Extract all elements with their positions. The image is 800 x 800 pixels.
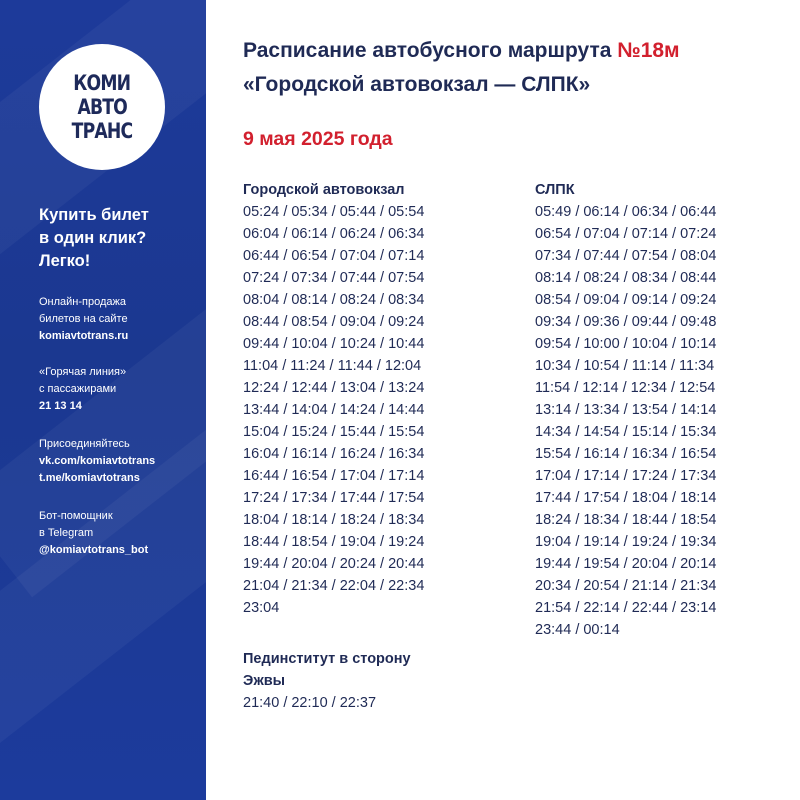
time-rows <box>243 692 463 714</box>
time-row: 17:04 / 17:14 / 17:24 / 17:34 <box>535 468 717 484</box>
title-line-1 <box>243 34 680 68</box>
title-prefix: Расписание автобусного маршрута <box>243 39 618 62</box>
time-row: 10:34 / 10:54 / 11:14 / 11:34 <box>535 358 715 374</box>
logo-line: КОМИ <box>73 71 131 95</box>
time-row: 21:04 / 21:34 / 22:04 / 22:34 <box>243 578 425 594</box>
schedule-date: 9 мая 2025 года <box>243 128 393 150</box>
time-row: 08:14 / 08:24 / 08:34 / 08:44 <box>535 270 717 286</box>
info-line: Бот-помощник <box>39 510 113 522</box>
time-row: 09:54 / 10:00 / 10:04 / 10:14 <box>535 336 717 352</box>
bot-info <box>39 508 204 559</box>
time-row: 05:49 / 06:14 / 06:34 / 06:44 <box>535 204 717 220</box>
time-row: 19:44 / 20:04 / 20:24 / 20:44 <box>243 556 425 572</box>
time-row: 18:24 / 18:34 / 18:44 / 18:54 <box>535 512 717 528</box>
time-row: 13:44 / 14:04 / 14:24 / 14:44 <box>243 402 425 418</box>
title-line-2: «Городской автовокзал — СЛПК» <box>243 73 591 96</box>
time-row: 21:54 / 22:14 / 22:44 / 23:14 <box>535 600 717 616</box>
time-row: 09:34 / 09:36 / 09:44 / 09:48 <box>535 314 717 330</box>
time-row: 08:04 / 08:14 / 08:24 / 08:34 <box>243 292 425 308</box>
info-line: с пассажирами <box>39 383 117 395</box>
time-rows <box>535 201 785 641</box>
info-line: билетов на сайте <box>39 313 128 325</box>
time-row: 12:24 / 12:44 / 13:04 / 13:24 <box>243 380 425 396</box>
time-row: 15:04 / 15:24 / 15:44 / 15:54 <box>243 424 425 440</box>
time-row: 13:14 / 13:34 / 13:54 / 14:14 <box>535 402 717 418</box>
online-sales-info <box>39 294 204 345</box>
promo-line: в один клик? <box>39 229 147 247</box>
schedule-column-city-bus-station <box>243 179 483 619</box>
time-row: 18:04 / 18:14 / 18:24 / 18:34 <box>243 512 425 528</box>
time-row: 07:34 / 07:44 / 07:54 / 08:04 <box>535 248 717 264</box>
social-info <box>39 436 204 487</box>
sidebar <box>0 0 206 800</box>
time-row: 09:44 / 10:04 / 10:24 / 10:44 <box>243 336 425 352</box>
hotline-info <box>39 364 204 415</box>
time-row: 14:34 / 14:54 / 15:14 / 15:34 <box>535 424 717 440</box>
time-row: 05:24 / 05:34 / 05:44 / 05:54 <box>243 204 425 220</box>
time-row: 11:54 / 12:14 / 12:34 / 12:54 <box>535 380 716 396</box>
schedule-column-pedinstitut <box>243 648 463 714</box>
hotline-phone[interactable]: 21 13 14 <box>39 400 82 412</box>
schedule-column-slpk <box>535 179 785 641</box>
time-row: 06:44 / 06:54 / 07:04 / 07:14 <box>243 248 425 264</box>
website-link[interactable]: komiavtotrans.ru <box>39 330 129 342</box>
time-row: 16:04 / 16:14 / 16:24 / 16:34 <box>243 446 425 462</box>
komiavtotrans-logo <box>39 44 165 170</box>
column-heading: Городской автовокзал <box>243 182 405 198</box>
column-heading-line: Эжвы <box>243 673 286 689</box>
time-row: 08:54 / 09:04 / 09:14 / 09:24 <box>535 292 717 308</box>
time-row: 16:44 / 16:54 / 17:04 / 17:14 <box>243 468 425 484</box>
column-heading-line: Пединститут в сторону <box>243 651 411 667</box>
time-row: 06:54 / 07:04 / 07:14 / 07:24 <box>535 226 717 242</box>
time-row: 15:54 / 16:14 / 16:34 / 16:54 <box>535 446 717 462</box>
time-row: 07:24 / 07:34 / 07:44 / 07:54 <box>243 270 425 286</box>
telegram-bot-link[interactable]: @komiavtotrans_bot <box>39 544 149 556</box>
time-row: 11:04 / 11:24 / 11:44 / 12:04 <box>243 358 422 374</box>
time-row: 08:44 / 08:54 / 09:04 / 09:24 <box>243 314 425 330</box>
promo-line: Легко! <box>39 252 91 270</box>
time-rows <box>243 201 483 619</box>
promo-text <box>39 204 199 273</box>
telegram-link[interactable]: t.me/komiavtotrans <box>39 472 140 484</box>
time-row: 19:44 / 19:54 / 20:04 / 20:14 <box>535 556 717 572</box>
column-heading: СЛПК <box>535 182 575 198</box>
promo-line: Купить билет <box>39 206 149 224</box>
time-row: 23:44 / 00:14 <box>535 622 620 638</box>
time-row: 21:40 / 22:10 / 22:37 <box>243 695 377 711</box>
time-row: 20:34 / 20:54 / 21:14 / 21:34 <box>535 578 717 594</box>
route-number: №18м <box>617 39 680 62</box>
time-row: 19:04 / 19:14 / 19:24 / 19:34 <box>535 534 717 550</box>
logo-line: ТРАНС <box>71 119 133 143</box>
page-title <box>243 34 680 102</box>
time-row: 17:24 / 17:34 / 17:44 / 17:54 <box>243 490 425 506</box>
time-row: 17:44 / 17:54 / 18:04 / 18:14 <box>535 490 717 506</box>
time-row: 23:04 <box>243 600 280 616</box>
info-line: «Горячая линия» <box>39 366 127 378</box>
time-row: 06:04 / 06:14 / 06:24 / 06:34 <box>243 226 425 242</box>
info-line: Присоединяйтесь <box>39 438 130 450</box>
logo-line: АВТО <box>77 95 127 119</box>
time-row: 18:44 / 18:54 / 19:04 / 19:24 <box>243 534 425 550</box>
info-line: в Telegram <box>39 527 94 539</box>
info-line: Онлайн-продажа <box>39 296 127 308</box>
vk-link[interactable]: vk.com/komiavtotrans <box>39 455 156 467</box>
